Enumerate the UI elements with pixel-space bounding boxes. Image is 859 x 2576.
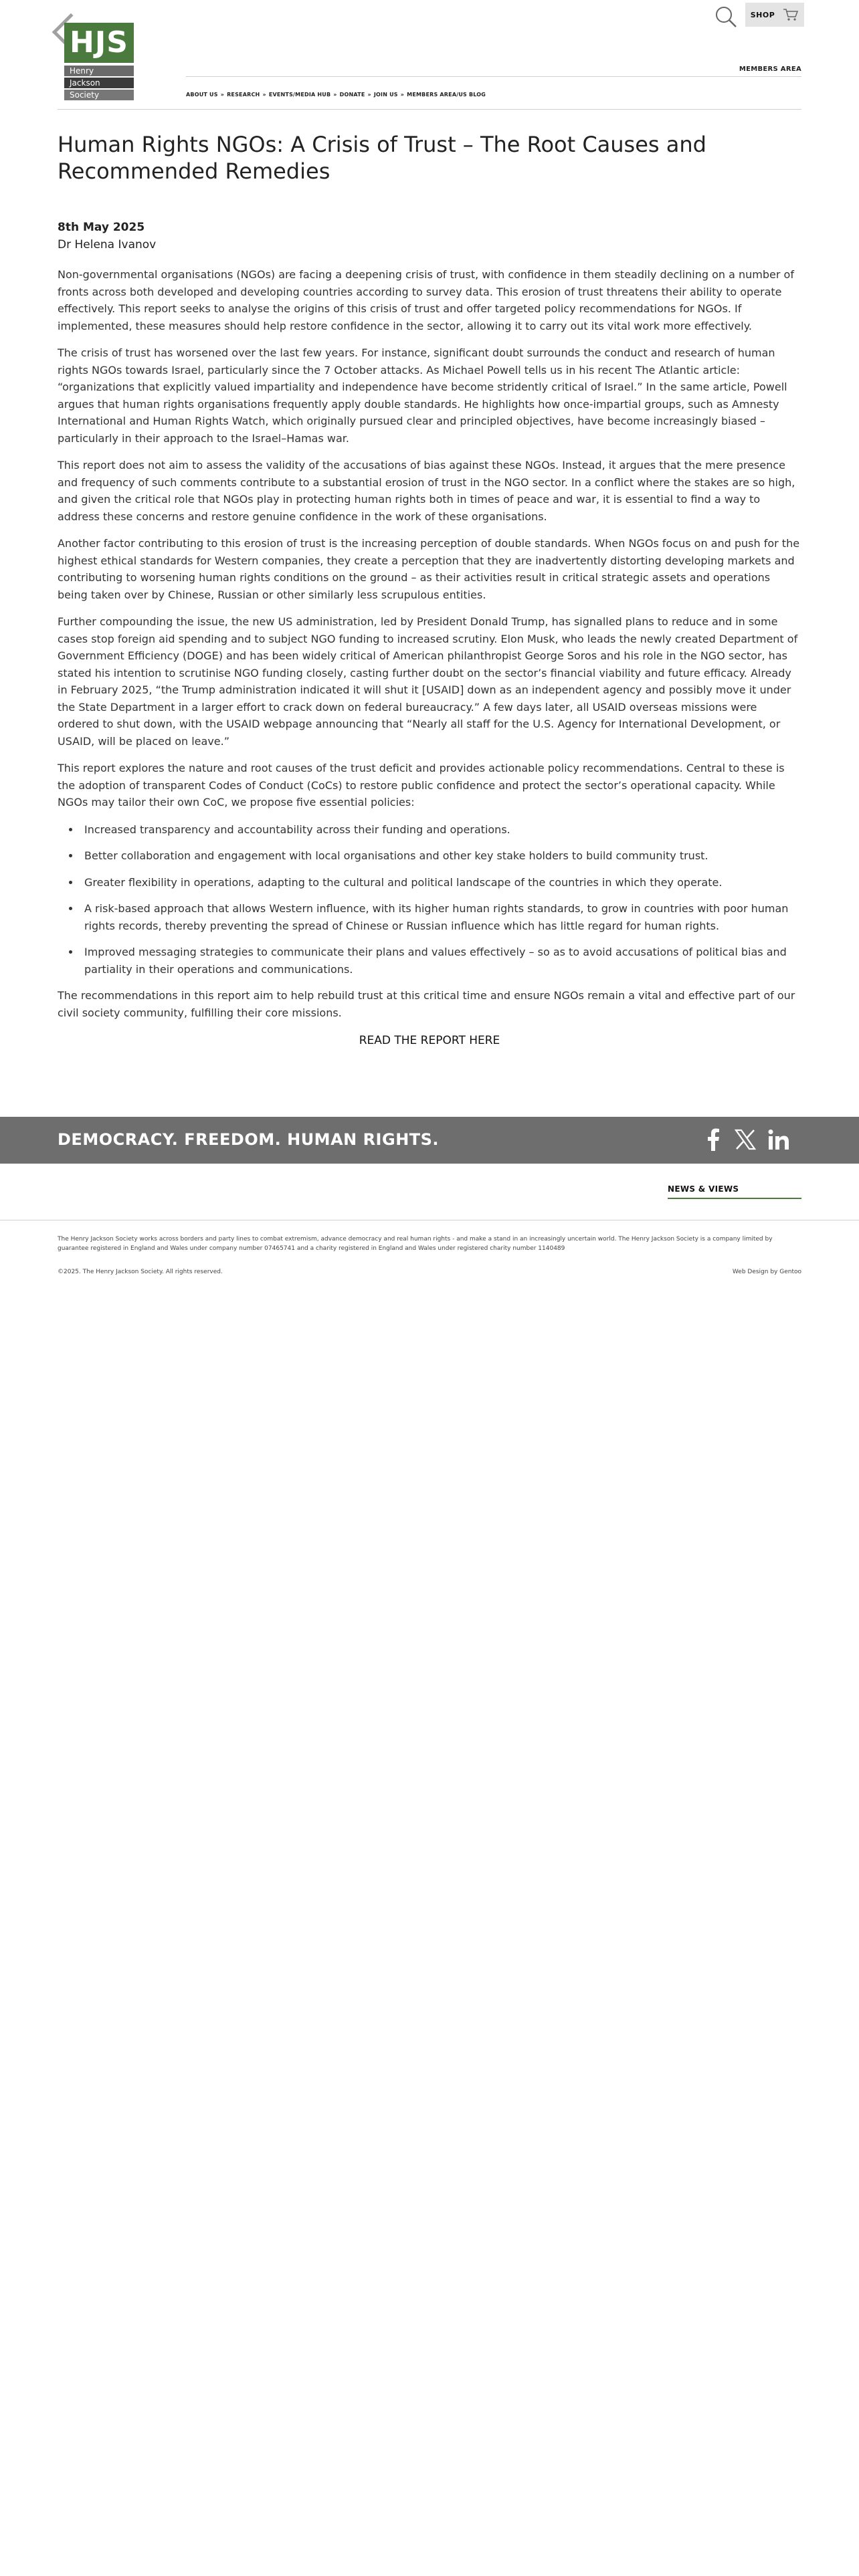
nav-separator: » <box>262 92 266 98</box>
policy-item: • Greater flexibility in operations, adapting to the cultural and political landscape of the countries in which they operate. <box>80 874 801 891</box>
nav-separator: » <box>367 92 371 98</box>
nav-separator: » <box>220 92 225 98</box>
page-title: Human Rights NGOs: A Crisis of Trust – The Root Causes and Recommended Remedies <box>58 132 706 184</box>
policy-item: • Better collaboration and engagement with local organisations and other key stake holders to build community trust. <box>80 847 801 865</box>
site-header <box>0 0 859 112</box>
nav-item-donate[interactable]: DONATE <box>339 92 365 98</box>
policy-list <box>80 821 801 978</box>
article-author: Dr Helena Ivanov <box>58 238 157 251</box>
search-button[interactable] <box>714 5 737 28</box>
logo-line-society: Society <box>64 90 134 100</box>
facebook-icon <box>706 1128 720 1151</box>
x-icon <box>735 1129 756 1150</box>
article-paragraph: This report does not aim to assess the validity of the accusations of bias against these NGOs. Instead, it argues that the mere presence and frequency of such comments contribute to a substantial erosion of trust in the NGO sector. In a conflict where the stakes are so high, and given the critical role that NGOs play in protecting human rights both in times of peace and war, it is essential to find a way to address these concerns and restore genuine confidence in the work of these organisations. <box>58 459 795 523</box>
nav-divider <box>58 109 801 110</box>
web-design-credit[interactable]: Web Design by Gentoo <box>732 1269 801 1275</box>
header-divider <box>186 76 801 77</box>
main-nav <box>186 92 486 98</box>
article-paragraph: Another factor contributing to this erosion of trust is the increasing perception of double standards. When NGOs focus on and push for the highest ethical standards for Western companies, they create a perception that they are inadvertently distorting developing markets and contributing to worsening human rights conditions on the ground – as their activities result in critical strategic assets and operations being taken over by Chinese, Russian or other similarly less scrupulous entities. <box>58 537 800 601</box>
article-date: 8th May 2025 <box>58 221 145 234</box>
article-paragraph: Further compounding the issue, the new US administration, led by President Donald Trump, has signalled plans to reduce and in some cases stop foreign aid spending and to subject NGO funding to increased scrutiny. Elon Musk, who leads the newly created Department of Government Efficiency (DOGE) and has been widely critical of American philanthropist George Soros and his role in the NGO sector, has stated his intention to scrutinise NGO funding closely, casting further doubt on the sector’s financial viability and future efficacy. Already in February 2025, “the Trump administration indicated it will shut it [USAID] down as an independent agency and possibly move it under the State Department in a larger effort to crack down on federal bureaucracy.” A few days later, all USAID overseas missions were ordered to shut down, with the USAID webpage announcing that “Nearly all staff for the U.S. Agency for International Development, or USAID, will be placed on leave.” <box>58 615 798 748</box>
article-body <box>58 266 801 1031</box>
banner-slogan: DEMOCRACY. FREEDOM. HUMAN RIGHTS. <box>58 1130 440 1149</box>
article-paragraph: The crisis of trust has worsened over the last few years. For instance, significant doubt surrounds the conduct and research of human rights NGOs towards Israel, particularly since the 7 October attacks. As Michael Powell tells us in his recent The Atlantic article: “organizations that explicitly valued impartiality and independence have become stridently critical of Israel.” In the same article, Powell argues that human rights organisations frequently apply double standards. He highlights how once-impartial groups, such as Amnesty International and Human Rights Watch, which originally pursued clear and principled objectives, have become increasingly biased – particularly in their approach to the Israel–Hamas war. <box>58 346 787 445</box>
shop-label: SHOP <box>750 10 775 19</box>
article-paragraph: This report explores the nature and root causes of the trust deficit and provides actionable policy recommendations. Central to these is the adoption of transparent Codes of Conduct (CoCs) to restore public confidence and protect the sector’s operational capacity. While NGOs may tailor their own CoC, we propose five essential policies: <box>58 762 785 809</box>
policy-item: • Improved messaging strategies to communicate their plans and values effectively – so as to avoid accusations of political bias and partiality in their operations and communications. <box>80 944 801 978</box>
members-area-link[interactable]: MEMBERS AREA <box>739 66 801 73</box>
footer-about-text: The Henry Jackson Society works across borders and party lines to combat extremism, advance democracy and real human rights - and make a stand in an increasingly uncertain world. The Henry Jackson Society is a company limited by guarantee registered in England and Wales under company number 07465741 and a charity registered in England and Wales under registered charity number 1140489 <box>58 1236 773 1252</box>
facebook-link[interactable] <box>706 1126 720 1153</box>
article-paragraph: Non-governmental organisations (NGOs) are facing a deepening crisis of trust, with confidence in them steadily declining on a number of fronts across both developed and developing countries according to survey data. This erosion of trust threatens their ability to operate effectively. This report seeks to analyse the origins of this crisis of trust and offer targeted policy recommendations for NGOs. If implemented, these measures should help restore confidence in the sector, allowing it to carry out its vital work more effectively. <box>58 268 794 332</box>
logo-line-jackson: Jackson <box>64 78 134 88</box>
x-link[interactable] <box>735 1126 756 1153</box>
nav-separator: » <box>400 92 405 98</box>
linkedin-link[interactable] <box>768 1126 789 1153</box>
hjs-logo[interactable] <box>58 19 142 100</box>
shop-button[interactable] <box>745 3 804 27</box>
nav-item-join-us[interactable]: JOIN US <box>373 92 398 98</box>
logo-letters: HJS <box>64 23 134 63</box>
linkedin-icon <box>768 1129 789 1150</box>
nav-item-members-blog[interactable]: MEMBERS AREA/US BLOG <box>407 92 486 98</box>
nav-item-about-us[interactable]: ABOUT US <box>186 92 218 98</box>
nav-item-events-media-hub[interactable]: EVENTS/MEDIA HUB <box>268 92 331 98</box>
policy-item: • A risk-based approach that allows Western influence, with its higher human rights standards, to grow in countries with poor human rights records, thereby preventing the spread of Chinese or Russian influence which has little regard for human rights. <box>80 900 801 934</box>
search-icon <box>714 5 737 28</box>
nav-item-research[interactable]: RESEARCH <box>227 92 260 98</box>
footer-banner <box>0 1117 859 1164</box>
nav-separator: » <box>333 92 337 98</box>
news-views-heading[interactable]: NEWS & VIEWS <box>668 1184 801 1199</box>
copyright-text: ©2025. The Henry Jackson Society. All rights reserved. <box>58 1269 223 1275</box>
read-report-link[interactable]: READ THE REPORT HERE <box>359 1034 500 1047</box>
logo-line-henry: Henry <box>64 66 134 76</box>
cart-icon <box>783 8 799 21</box>
policy-item: • Increased transparency and accountability across their funding and operations. <box>80 821 801 839</box>
article-closing: The recommendations in this report aim to help rebuild trust at this critical time and ensure NGOs remain a vital and effective part of our civil society community, fulfilling their core missions. <box>58 989 795 1019</box>
